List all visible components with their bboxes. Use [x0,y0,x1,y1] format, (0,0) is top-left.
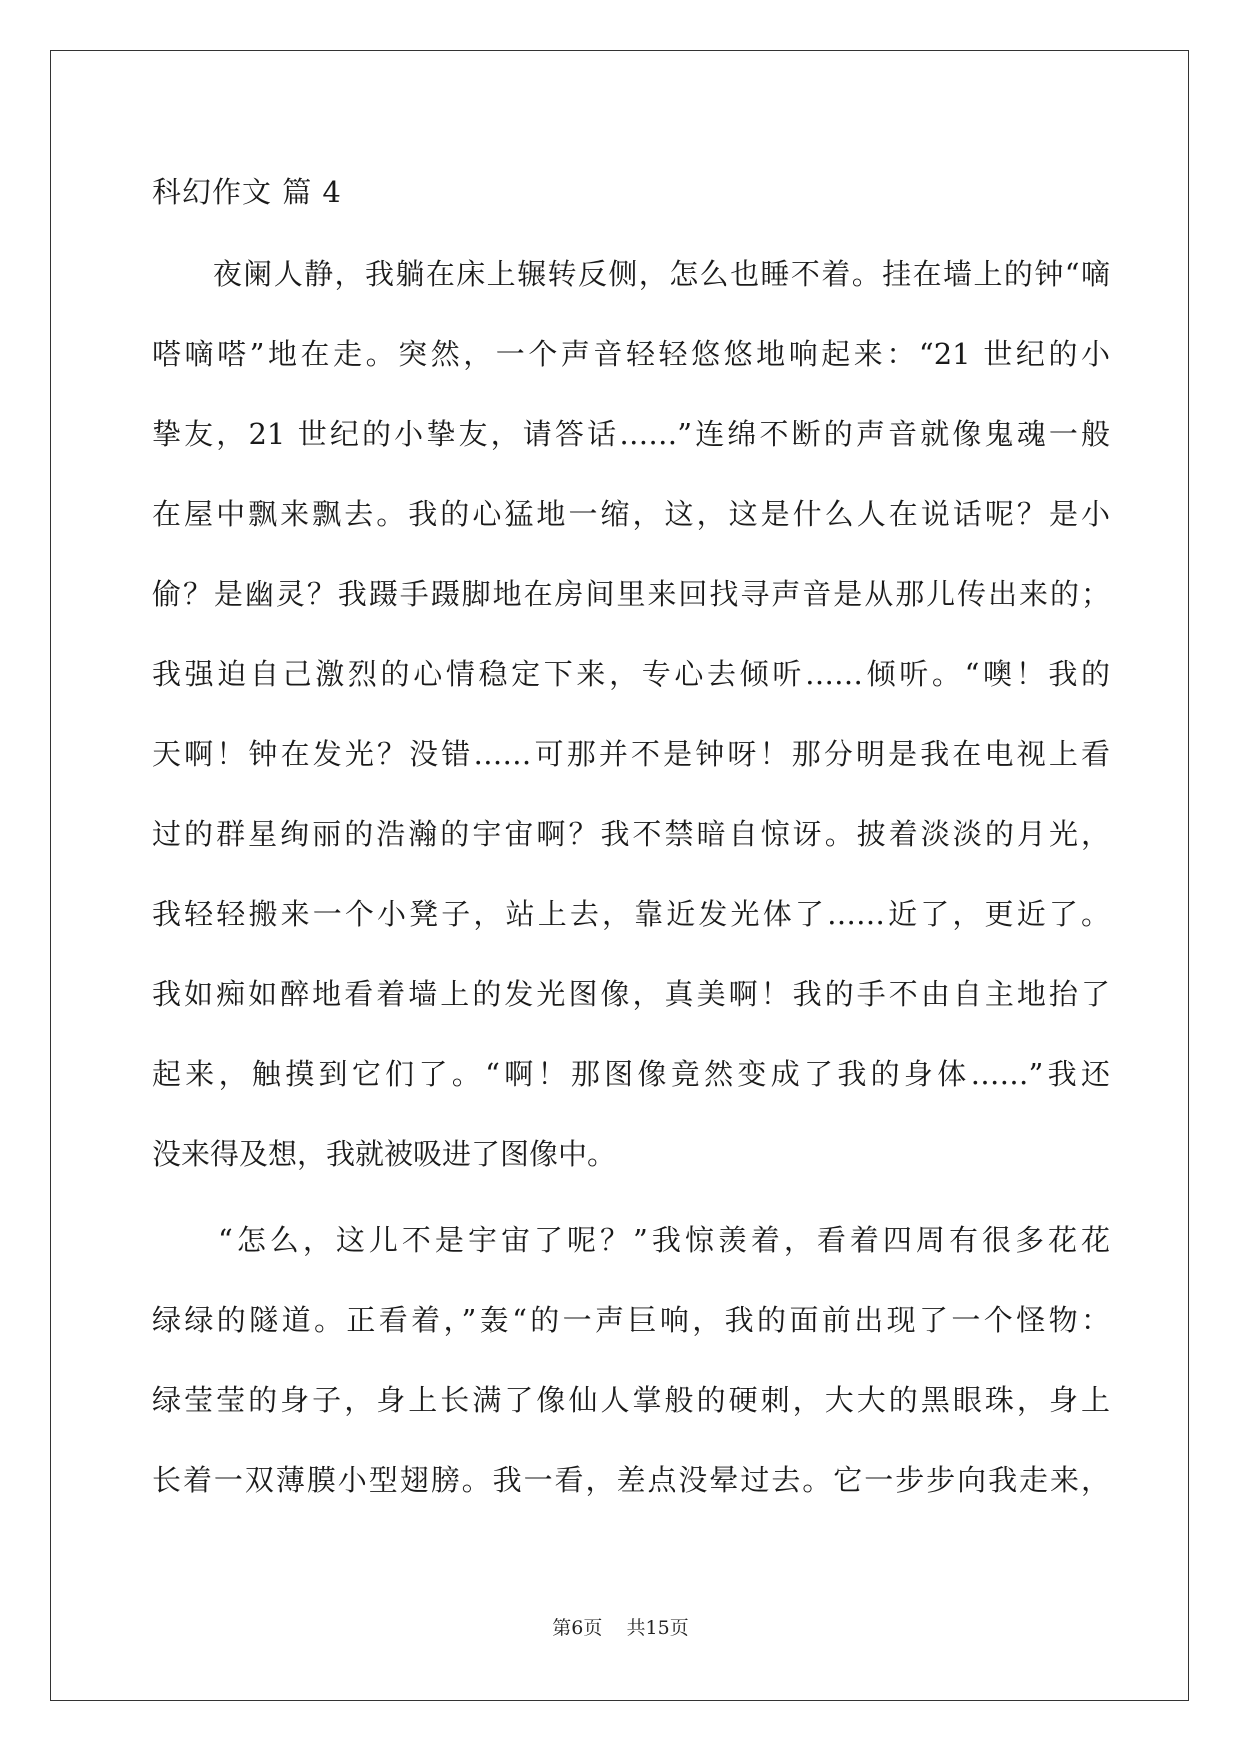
total-pages: 15 [645,1617,670,1639]
text-line: 嗒嘀嗒”地在走。突然，一个声音轻轻悠悠地响起来：“21 世纪的小 [152,337,1110,371]
page-prefix: 第 [552,1617,572,1639]
text-line: 长着一双薄膜小型翅膀。我一看，差点没晕过去。它一步步向我走来， [152,1463,1110,1497]
document-heading: 科幻作文 篇 4 [152,175,342,209]
page-number: 6 [571,1617,584,1639]
text-line: 偷？是幽灵？我蹑手蹑脚地在房间里来回找寻声音是从那儿传出来的； [152,577,1110,611]
total-suffix: 页 [669,1617,689,1639]
text-line: 没来得及想，我就被吸进了图像中。 [152,1137,617,1171]
page-footer [0,1613,1241,1640]
text-line: 我强迫自己激烈的心情稳定下来，专心去倾听……倾听。“噢！我的 [152,657,1110,691]
text-line: 挚友，21 世纪的小挚友，请答话……”连绵不断的声音就像鬼魂一般 [152,417,1110,451]
text-line: 绿绿的隧道。正看着，”轰“的一声巨响，我的面前出现了一个怪物： [152,1303,1110,1337]
text-line: 我如痴如醉地看着墙上的发光图像，真美啊！我的手不由自主地抬了 [152,977,1110,1011]
page-suffix: 页 [583,1617,603,1639]
text-line: 我轻轻搬来一个小凳子，站上去，靠近发光体了……近了，更近了。 [152,897,1110,931]
total-prefix: 共 [626,1617,646,1639]
text-line: 绿莹莹的身子，身上长满了像仙人掌般的硬刺，大大的黑眼珠，身上 [152,1383,1110,1417]
paragraph-1 [152,234,1110,1194]
text-line: 天啊！钟在发光？没错……可那并不是钟呀！那分明是我在电视上看 [152,737,1110,771]
text-line: 起来，触摸到它们了。“啊！那图像竟然变成了我的身体……”我还 [152,1057,1110,1091]
text-line: 过的群星绚丽的浩瀚的宇宙啊？我不禁暗自惊讶。披着淡淡的月光， [152,817,1110,851]
text-line: “怎么，这儿不是宇宙了呢？”我惊羡着，看着四周有很多花花 [152,1223,1110,1257]
text-line: 在屋中飘来飘去。我的心猛地一缩，这，这是什么人在说话呢？是小 [152,497,1110,531]
text-line: 夜阑人静，我躺在床上辗转反侧，怎么也睡不着。挂在墙上的钟“嘀 [152,257,1110,291]
document-body [152,162,1110,1526]
paragraph-2 [152,1200,1110,1520]
